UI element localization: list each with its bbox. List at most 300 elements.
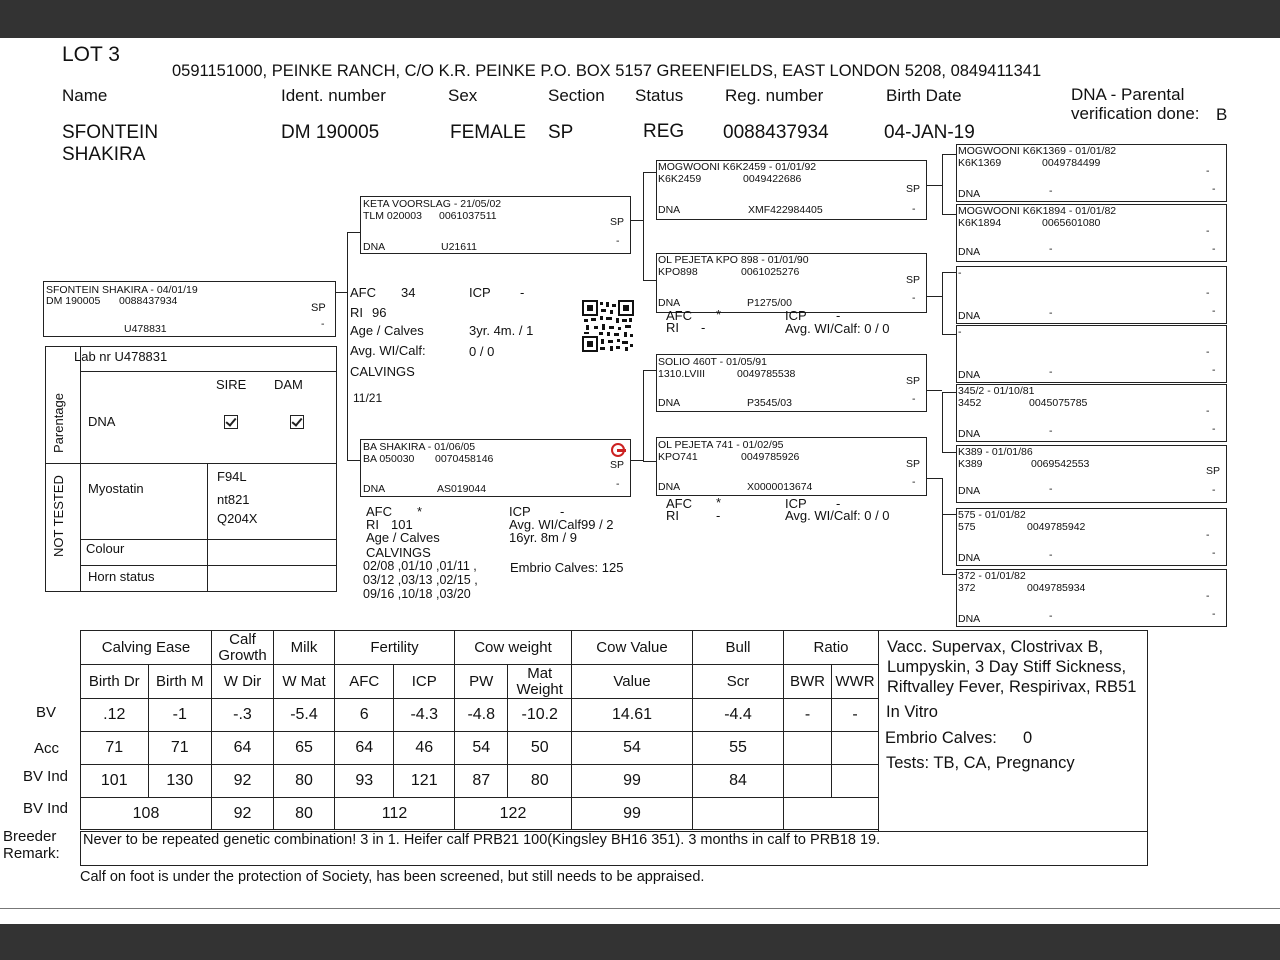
acc-cell: 54: [455, 732, 508, 765]
divider: [46, 463, 336, 464]
acc-cell: 54: [572, 732, 693, 765]
column-header: W Mat: [274, 665, 335, 699]
column-header: Birth Dr: [81, 665, 149, 699]
acc-cell: 64: [212, 732, 274, 765]
sire-icp: -: [520, 285, 525, 300]
sire-title: KETA VOORSLAG - 21/05/02: [363, 198, 502, 210]
header-dna-2: verification done:: [1071, 104, 1200, 123]
tests-text: Tests: TB, CA, Pregnancy: [886, 754, 1075, 772]
column-header: Value: [572, 665, 693, 699]
ss-title: MOGWOONI K6K2459 - 01/01/92: [658, 161, 817, 173]
g3-reg: 0049784499: [1042, 157, 1101, 169]
header-name: Name: [62, 86, 108, 105]
dam-dash: -: [616, 478, 620, 490]
connector: [942, 574, 956, 575]
breeder-address: 0591151000, PEINKE RANCH, C/O K.R. PEINKE P.O. BOX 5157 GREENFIELDS, EAST LONDON 5208, 0849411341: [172, 62, 1042, 80]
g3-dash-b: -: [1212, 484, 1216, 496]
subject-title: SFONTEIN SHAKIRA - 04/01/19: [46, 284, 198, 296]
g3-ident: 3452: [958, 397, 982, 409]
column-header: Birth M: [148, 665, 212, 699]
sd-dna-label: DNA: [658, 297, 681, 309]
ind-cell: 92: [212, 765, 274, 798]
top-bar: [0, 0, 1280, 38]
column-header: AFC: [335, 665, 394, 699]
g3-reg: 0049785934: [1027, 582, 1086, 594]
sd-title: OL PEJETA KPO 898 - 01/01/90: [658, 254, 809, 266]
sire-wi-label: Avg. WI/Calf:: [350, 343, 426, 358]
ds-reg: 0049785538: [737, 368, 796, 380]
sire-ident: TLM 020003: [363, 210, 422, 222]
g3-dna-label: DNA: [958, 369, 981, 381]
dd-dna-label: DNA: [658, 481, 681, 493]
g3-reg: 0069542553: [1031, 458, 1090, 470]
ss-dna-label: DNA: [658, 204, 681, 216]
bv-cell: -.3: [212, 699, 274, 732]
sire-dna-label: DNA: [363, 241, 386, 253]
connector: [347, 232, 360, 233]
gen3-box-2: [956, 204, 1227, 262]
row-label-acc: Acc: [34, 740, 60, 757]
ds-title: SOLIO 460T - 01/05/91: [658, 356, 767, 368]
bv-cell: -4.8: [455, 699, 508, 732]
dam-reg: 0070458146: [435, 453, 494, 465]
dd-ident: KPO741: [658, 451, 698, 463]
g3-dash-b: -: [1212, 608, 1216, 620]
bottom-bar: [0, 924, 1280, 960]
bottom-rule: [0, 908, 1280, 909]
g3-title: 345/2 - 01/10/81: [958, 385, 1035, 397]
connector: [942, 392, 956, 393]
dd-title: OL PEJETA 741 - 01/02/95: [658, 439, 784, 451]
subject-reg: 0088437934: [119, 295, 178, 307]
in-vitro-text: In Vitro: [886, 703, 938, 721]
column-header: Scr: [693, 665, 784, 699]
g3-reg: 0045075785: [1029, 397, 1088, 409]
breeder-remark-label-2: Remark:: [3, 845, 60, 862]
g3-dna-label: DNA: [958, 552, 981, 564]
sire-calvings: 11/21: [353, 391, 383, 405]
group-header: Calf Growth: [212, 631, 274, 665]
g3-dash-b: -: [1212, 423, 1216, 435]
dam-calvings-label: CALVINGS: [366, 545, 431, 560]
column-header: PW: [455, 665, 508, 699]
connector: [942, 272, 956, 273]
g3-title: -: [958, 326, 962, 338]
g3-dna-label: DNA: [958, 310, 981, 322]
g3-dna-label: DNA: [958, 246, 981, 258]
breeder-remark-label-1: Breeder: [3, 828, 57, 845]
g2b-afc: *: [716, 495, 722, 510]
g3-ident: K6K1894: [958, 217, 1002, 229]
g3-reg: 0065601080: [1042, 217, 1101, 229]
ds-dna-label: DNA: [658, 397, 681, 409]
row-label-bv-ind: BV Ind: [23, 768, 69, 785]
bv-cell: 6: [335, 699, 394, 732]
subject-ident: DM 190005: [46, 295, 101, 307]
gen3-box-7: [956, 508, 1227, 566]
sire-afc: 34: [401, 285, 416, 300]
dam-dna-label: DNA: [363, 483, 386, 495]
sire-icp-label: ICP: [469, 285, 491, 300]
dam-dam-box: [656, 437, 927, 496]
sire-dam-box: [656, 253, 927, 313]
g3-ident: 372: [958, 582, 976, 594]
row-label-bv: BV: [36, 704, 57, 721]
connector: [925, 296, 942, 297]
g3-dna: -: [1049, 366, 1053, 378]
animal-reg: 0088437934: [723, 122, 829, 143]
gen3-box-3: [956, 266, 1227, 324]
group-header: Cow weight: [455, 631, 572, 665]
g3-dna: -: [1049, 610, 1053, 622]
g3-dash-b: -: [1212, 547, 1216, 559]
ds-dna: P3545/03: [747, 397, 792, 409]
dam-checkbox: [290, 415, 304, 434]
dam-ident: BA 050030: [363, 453, 415, 465]
ind-cell: 84: [693, 765, 784, 798]
connector: [925, 185, 942, 186]
connector: [942, 452, 956, 453]
sire-dash: -: [616, 235, 620, 247]
ss-dash: -: [912, 203, 916, 215]
dam-dna: AS019044: [437, 483, 487, 495]
animal-sex: FEMALE: [450, 122, 527, 143]
ss-dna: XMF422984405: [748, 204, 823, 216]
header-status: Status: [635, 86, 684, 105]
connector: [942, 392, 943, 452]
g3-ident: K6K1369: [958, 157, 1002, 169]
g3-dna-label: DNA: [958, 188, 981, 200]
g3-sp: SP: [1206, 465, 1221, 477]
g2b-ri-label: RI: [666, 508, 679, 523]
acc-cell: 64: [335, 732, 394, 765]
row-label-bv-ind-2: BV Ind: [23, 800, 69, 817]
myostatin-nt821: nt821: [217, 492, 250, 507]
not-tested-label: NOT TESTED: [51, 475, 66, 557]
subject-dna: U478831: [124, 323, 167, 335]
connector: [643, 280, 656, 281]
g2a-icp-label: ICP: [785, 308, 807, 323]
embrio-calves-label: Embrio Calves:: [885, 729, 997, 747]
acc-row: [81, 732, 879, 765]
ind-cell: [784, 765, 832, 798]
gen3-box-6: [956, 445, 1227, 503]
dam-calvings-3: 09/16 ,10/18 ,03/20: [363, 587, 471, 601]
connector: [643, 461, 656, 462]
connector: [942, 478, 943, 574]
group-header-row: [81, 631, 879, 665]
group-header: Milk: [274, 631, 335, 665]
connector: [942, 154, 943, 214]
g2b-icp: -: [836, 496, 841, 511]
g2a-afc-label: AFC: [666, 308, 692, 323]
acc-cell: 65: [274, 732, 335, 765]
colour-label: Colour: [86, 541, 125, 556]
ind-cell: 87: [455, 765, 508, 798]
dam-box: [360, 439, 631, 497]
bv-cell: -4.3: [394, 699, 455, 732]
vaccination-text: Vacc. Supervax, Clostrivax B, Lumpyskin, 3 Day Stiff Sickness, Riftvalley Fever, Respirivax, RB51: [887, 638, 1137, 696]
g3-dna-label: DNA: [958, 485, 981, 497]
ds-ident: 1310.LVIII: [658, 368, 706, 380]
dd-dash: -: [912, 476, 916, 488]
g3-dash-a: -: [1206, 225, 1210, 237]
lot-number: LOT 3: [62, 43, 120, 66]
connector: [643, 370, 656, 371]
g3-title: -: [958, 267, 962, 279]
ss-reg: 0049422686: [743, 173, 802, 185]
header-section: Section: [548, 86, 605, 105]
sire-age-label: Age / Calves: [350, 323, 424, 338]
subject-dash: -: [321, 318, 325, 330]
column-header: WWR: [832, 665, 879, 699]
animal-name-1: SFONTEIN: [62, 122, 159, 143]
dam-embrio: Embrio Calves: 125: [510, 560, 624, 575]
g3-dash-a: -: [1206, 590, 1210, 602]
connector: [629, 460, 643, 461]
divider: [80, 565, 336, 566]
dna-verification-value: B: [1216, 105, 1228, 124]
g2a-ri-label: RI: [666, 320, 679, 335]
animal-ident: DM 190005: [281, 122, 380, 143]
acc-cell: 50: [508, 732, 572, 765]
bv-ind-row: [81, 765, 879, 798]
g3-title: K389 - 01/01/86: [958, 446, 1033, 458]
dam-afc: *: [417, 504, 423, 519]
footer-note: Calf on foot is under the protection of Society, has been screened, but still needs to be appraised.: [80, 869, 705, 885]
ind2-cell: 99: [572, 798, 693, 830]
ind2-cell: 80: [274, 798, 335, 830]
subject-pedigree-box: [43, 281, 336, 337]
connector: [347, 232, 348, 460]
g2a-wi: Avg. WI/Calf: 0 / 0: [785, 321, 890, 336]
header-birth: Birth Date: [886, 86, 962, 105]
bv-row: [81, 699, 879, 732]
dam-age-label: Age / Calves: [366, 530, 440, 545]
g3-dash-a: -: [1206, 405, 1210, 417]
breeder-remark: Never to be repeated genetic combination! 3 in 1. Heifer calf PRB21 100(Kingsley BH16 351). 3 months in calf to PRB18 19.: [83, 832, 881, 848]
animal-name-2: SHAKIRA: [62, 144, 146, 165]
divider: [80, 539, 336, 540]
ss-ident: K6K2459: [658, 173, 702, 185]
animal-section: SP: [548, 122, 574, 143]
g3-ident: K389: [958, 458, 983, 470]
connector: [942, 514, 956, 515]
header-reg: Reg. number: [725, 86, 824, 105]
dam-icp: -: [560, 504, 565, 519]
lab-number: Lab nr U478831: [74, 349, 168, 364]
connector: [925, 390, 942, 391]
g3-title: MOGWOONI K6K1369 - 01/01/82: [958, 145, 1117, 157]
bv-cell: 14.61: [572, 699, 693, 732]
g2a-ri: -: [701, 320, 706, 335]
gen3-box-5: [956, 384, 1227, 442]
ind-cell: 130: [148, 765, 212, 798]
g2b-wi: Avg. WI/Calf: 0 / 0: [785, 508, 890, 523]
sire-dna: U21611: [441, 241, 478, 253]
dam-ri-label: RI: [366, 517, 379, 532]
sd-reg: 0061025276: [741, 266, 800, 278]
bv-ind-combined-row: [81, 798, 879, 830]
g3-dna: -: [1049, 483, 1053, 495]
dam-label: DAM: [274, 377, 303, 392]
group-header: Bull: [693, 631, 784, 665]
gen3-box-8: [956, 569, 1227, 627]
sire-sire-box: [656, 160, 927, 220]
group-header: Ratio: [784, 631, 879, 665]
ind-cell: [832, 765, 879, 798]
dam-afc-label: AFC: [366, 504, 392, 519]
myostatin-f94l: F94L: [217, 469, 247, 484]
bv-cell: -5.4: [274, 699, 335, 732]
gen3-box-4: [956, 325, 1227, 383]
g3-dna: -: [1049, 425, 1053, 437]
breeder-remark-box: [80, 831, 1148, 866]
sd-dna: P1275/00: [747, 297, 792, 309]
g3-dna: -: [1049, 243, 1053, 255]
dam-icp-label: ICP: [509, 504, 531, 519]
myostatin-label: Myostatin: [88, 481, 144, 496]
notes-panel: [878, 630, 1148, 832]
ind2-cell: 122: [455, 798, 572, 830]
g3-dna-label: DNA: [958, 613, 981, 625]
group-header: Cow Value: [572, 631, 693, 665]
lab-box: [45, 346, 337, 592]
sire-reg: 0061037511: [439, 210, 497, 222]
bv-cell: -1: [148, 699, 212, 732]
group-header: Fertility: [335, 631, 455, 665]
g3-dna-label: DNA: [958, 428, 981, 440]
g2b-afc-label: AFC: [666, 496, 692, 511]
column-header: W Dir: [212, 665, 274, 699]
g3-reg: 0049785942: [1027, 521, 1086, 533]
ss-sp: SP: [906, 183, 921, 195]
g3-title: MOGWOONI K6K1894 - 01/01/82: [958, 205, 1117, 217]
dam-sire-box: [656, 354, 927, 412]
dam-age: 16yr. 8m / 9: [509, 530, 577, 545]
embrio-calves-value: 0: [1023, 729, 1033, 747]
g3-dash-a: -: [1206, 529, 1210, 541]
g3-dash-a: -: [1206, 165, 1210, 177]
parentage-label: Parentage: [51, 393, 66, 453]
ind2-cell: 112: [335, 798, 455, 830]
sd-ident: KPO898: [658, 266, 698, 278]
connector: [942, 154, 956, 155]
breeding-values-table: [80, 630, 879, 830]
connector: [925, 478, 942, 479]
sire-calvings-label: CALVINGS: [350, 364, 415, 379]
ind-cell: 99: [572, 765, 693, 798]
g2a-afc: *: [716, 307, 722, 322]
ind2-cell: 92: [212, 798, 274, 830]
header-ident: Ident. number: [281, 86, 386, 105]
connector: [643, 172, 644, 280]
acc-cell: 71: [148, 732, 212, 765]
connector: [629, 220, 643, 221]
animal-status: REG: [643, 121, 685, 142]
bv-cell: -: [784, 699, 832, 732]
ind-cell: 121: [394, 765, 455, 798]
myostatin-q204x: Q204X: [217, 511, 258, 526]
qr-code-icon: [582, 300, 634, 352]
divider: [207, 463, 208, 591]
horn-status-label: Horn status: [88, 569, 155, 584]
acc-cell: 55: [693, 732, 784, 765]
gen3-box-1: [956, 144, 1227, 202]
bv-cell: .12: [81, 699, 149, 732]
ds-sp: SP: [906, 375, 921, 387]
connector: [942, 214, 956, 215]
checkbox-icon: [224, 415, 238, 429]
sire-ri-label: RI: [350, 305, 363, 320]
acc-cell: [784, 732, 832, 765]
dam-title: BA SHAKIRA - 01/06/05: [363, 441, 476, 453]
dd-sp: SP: [906, 458, 921, 470]
connector: [643, 172, 656, 173]
g3-dna: -: [1049, 549, 1053, 561]
header-dna-1: DNA - Parental: [1071, 85, 1185, 104]
column-header: Mat Weight: [508, 665, 572, 699]
connector: [942, 334, 956, 335]
divider: [80, 347, 81, 591]
ind2-cell: 108: [81, 798, 212, 830]
group-header: Calving Ease: [81, 631, 212, 665]
column-header: BWR: [784, 665, 832, 699]
ind-cell: 80: [274, 765, 335, 798]
g3-dash-a: -: [1206, 287, 1210, 299]
connector: [942, 272, 943, 334]
dd-dna: X0000013674: [747, 481, 813, 493]
checkbox-icon: [290, 415, 304, 429]
connector: [643, 370, 644, 462]
ind2-cell: [693, 798, 784, 830]
acc-cell: 71: [81, 732, 149, 765]
dam-calvings-2: 03/12 ,03/13 ,02/15 ,: [363, 573, 478, 587]
ind2-cell: [784, 798, 879, 830]
connector: [347, 460, 360, 461]
ind-cell: 80: [508, 765, 572, 798]
dam-sp: SP: [610, 459, 625, 471]
dam-ri: 101: [391, 517, 413, 532]
dam-wi: Avg. WI/Calf99 / 2: [509, 517, 614, 532]
g3-dash-b: -: [1212, 364, 1216, 376]
header-sex: Sex: [448, 86, 478, 105]
ind-cell: 93: [335, 765, 394, 798]
g3-dash-b: -: [1212, 183, 1216, 195]
award-icon: [611, 442, 627, 458]
acc-cell: [832, 732, 879, 765]
column-header-row: [81, 665, 879, 699]
sire-sp: SP: [610, 216, 625, 228]
bv-cell: -10.2: [508, 699, 572, 732]
g3-title: 575 - 01/01/82: [958, 509, 1026, 521]
g3-dna: -: [1049, 185, 1053, 197]
sd-dash: -: [912, 292, 916, 304]
g2b-icp-label: ICP: [785, 496, 807, 511]
g3-dna: -: [1049, 307, 1053, 319]
g3-dash-b: -: [1212, 305, 1216, 317]
sire-checkbox: [224, 415, 238, 434]
g3-title: 372 - 01/01/82: [958, 570, 1026, 582]
g2a-icp: -: [836, 308, 841, 323]
dd-reg: 0049785926: [741, 451, 800, 463]
bv-cell: -: [832, 699, 879, 732]
divider: [80, 371, 336, 372]
ind-cell: 101: [81, 765, 149, 798]
g3-ident: 575: [958, 521, 976, 533]
bv-cell: -4.4: [693, 699, 784, 732]
sire-wi: 0 / 0: [469, 344, 495, 359]
